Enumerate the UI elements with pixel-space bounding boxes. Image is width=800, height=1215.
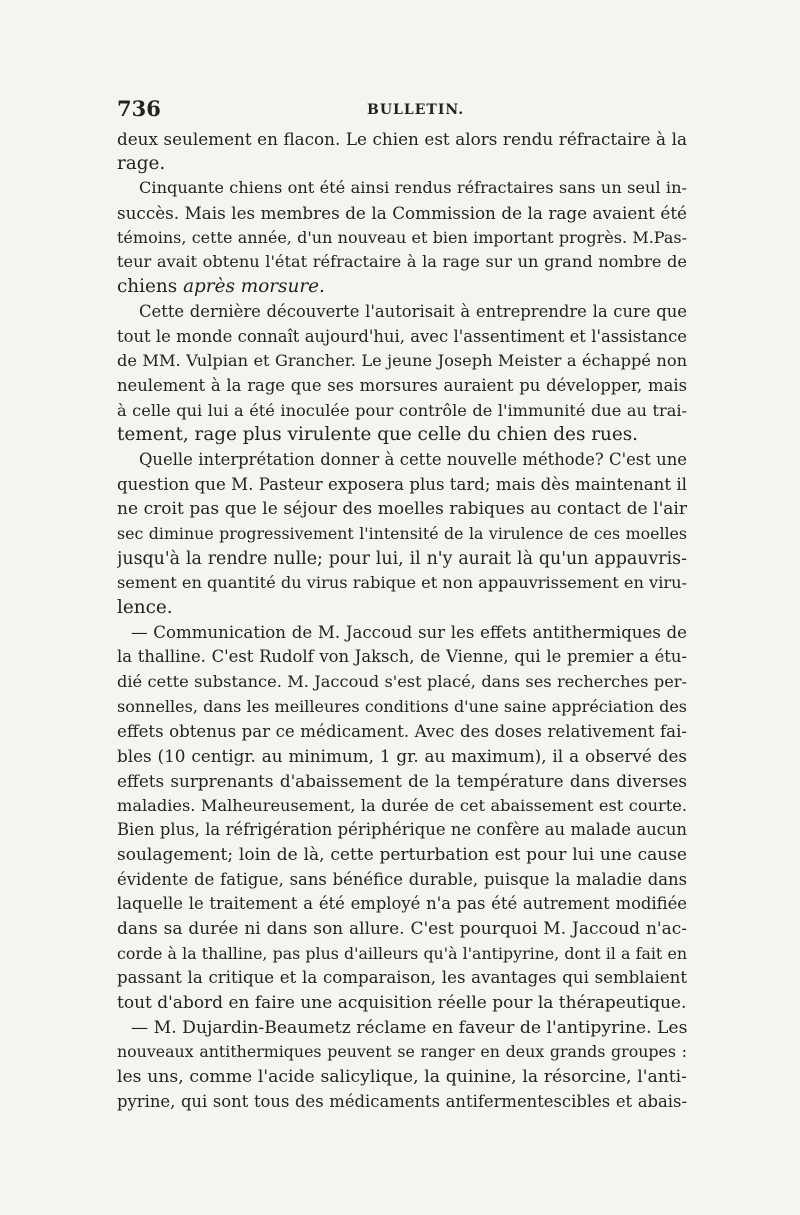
text-line: Cinquante chiens ont été ainsi rendus réfractaires sans un seul in- <box>139 178 687 198</box>
text-line: deux seulement en flacon. Le chien est alors rendu réfractaire à la <box>117 129 687 149</box>
text-line <box>117 275 687 300</box>
text-line: tout d'abord en faire une acquisition réelle pour la thérapeutique. <box>117 993 687 1014</box>
text-line: Bien plus, la réfrigération périphérique ne confère au malade aucun <box>117 820 687 840</box>
text-line: effets obtenus par ce médicament. Avec des doses relativement fai- <box>117 721 687 741</box>
text-line: sement en quantité du virus rabique et non appauvrissement en viru- <box>117 573 687 593</box>
text-line: soulagement; loin de là, cette perturbation est pour lui une cause <box>117 844 687 865</box>
text-line: dans sa durée ni dans son allure. C'est pourquoi M. Jaccoud n'ac- <box>117 919 687 939</box>
page-header <box>117 96 687 124</box>
text-line: neulement à la rage que ses morsures auraient pu développer, mais <box>117 375 687 395</box>
text-line: à celle qui lui a été inoculée pour contrôle de l'immunité due au trai- <box>117 400 687 420</box>
text-line: témoins, cette année, d'un nouveau et bien important progrès. M.Pas- <box>117 227 687 247</box>
text-line: succès. Mais les membres de la Commission de la rage avaient été <box>117 203 687 224</box>
text-line: dié cette substance. M. Jaccoud s'est placé, dans ses recherches per- <box>117 672 687 692</box>
text-line: sec diminue progressivement l'intensité de la virulence de ces moelles <box>117 524 687 543</box>
text-line: tout le monde connaît aujourd'hui, avec l'assentiment et l'assistance <box>117 326 687 346</box>
text-line: laquelle le traitement a été employé n'a pas été autrement modifiée <box>117 894 687 914</box>
text-line: question que M. Pasteur exposera plus tard; mais dès maintenant il <box>117 474 687 494</box>
text-line: sonnelles, dans les meilleures conditions d'une saine appréciation des <box>117 696 687 716</box>
text-line: ne croit pas que le séjour des moelles rabiques au contact de l'air <box>117 499 687 520</box>
text-line: Cette dernière découverte l'autorisait à entreprendre la cure que <box>139 301 687 321</box>
text-line: corde à la thalline, pas plus d'ailleurs qu'à l'antipyrine, dont il a fait en <box>117 943 687 963</box>
text-line: Quelle interprétation donner à cette nouvelle méthode? C'est une <box>139 449 687 469</box>
italic-phrase: après morsure. <box>183 276 325 298</box>
text-fragment: chiens <box>117 276 178 298</box>
text-line: teur avait obtenu l'état réfractaire à la rage sur un grand nombre de <box>117 252 687 272</box>
text-line: nouveaux antithermiques peuvent se ranger en deux grands groupes : <box>117 1042 687 1062</box>
text-line: bles (10 centigr. au minimum, 1 gr. au maximum), il a observé des <box>117 746 687 767</box>
text-line: effets surprenants d'abaissement de la température dans diverses <box>117 770 687 791</box>
text-line: les uns, comme l'acide salicylique, la quinine, la résorcine, l'anti- <box>117 1067 687 1088</box>
text-line: lence. <box>117 597 173 619</box>
running-head: BULLETIN. <box>367 102 465 118</box>
text-line: — Communication de M. Jaccoud sur les effets antithermiques de <box>131 622 687 642</box>
text-line: passant la critique et la comparaison, les avantages qui semblaient <box>117 968 687 988</box>
text-line: pyrine, qui sont tous des médicaments antifermentescibles et abais- <box>117 1091 687 1111</box>
text-line: évidente de fatigue, sans bénéfice durable, puisque la maladie dans <box>117 869 687 889</box>
page-number: 736 <box>117 96 161 121</box>
body-text <box>117 127 687 1115</box>
text-line: jusqu'à la rendre nulle; pour lui, il n'y aurait là qu'un appauvris- <box>117 548 687 569</box>
text-line: la thalline. C'est Rudolf von Jaksch, de Vienne, qui le premier a étu- <box>117 647 687 667</box>
text-line: rage. <box>117 152 166 174</box>
text-line: — M. Dujardin-Beaumetz réclame en faveur de l'antipyrine. Les <box>131 1017 687 1038</box>
text-line: tement, rage plus virulente que celle du chien des rues. <box>117 424 639 446</box>
text-line: maladies. Malheureusement, la durée de cet abaissement est courte. <box>117 795 687 815</box>
text-line: de MM. Vulpian et Grancher. Le jeune Joseph Meister a échappé non <box>117 351 687 371</box>
